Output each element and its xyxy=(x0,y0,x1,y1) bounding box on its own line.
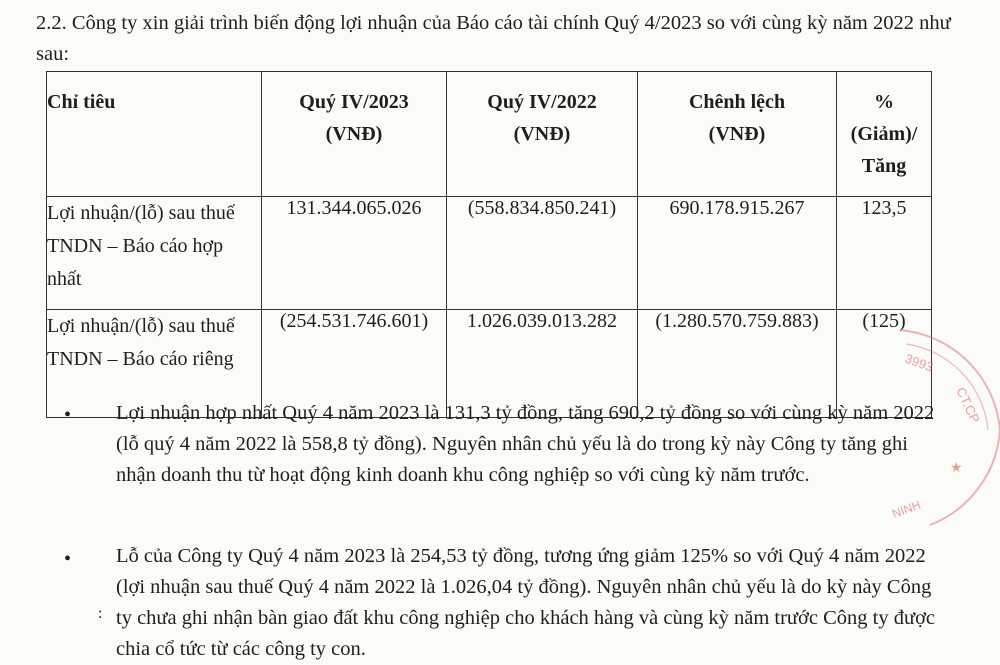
table-row xyxy=(47,197,932,310)
cell-percent: (125) xyxy=(837,310,932,418)
header-line: (Giảm)/ xyxy=(850,123,918,145)
cell-percent: 123,5 xyxy=(837,197,932,310)
table-header-row xyxy=(47,72,932,197)
company-seal-stamp xyxy=(870,320,1000,540)
cell-q4-2023: 131.344.065.026 xyxy=(262,197,447,310)
header-line: Chênh lệch xyxy=(688,91,786,113)
header-cell-indicator xyxy=(47,72,262,197)
header-line: Tăng xyxy=(861,155,907,177)
cell-q4-2022: 1.026.039.013.282 xyxy=(447,310,638,418)
stamp-fragment: ★ xyxy=(950,459,963,475)
margin-mark: : xyxy=(98,605,103,622)
header-line: (VNĐ) xyxy=(325,123,383,145)
header-cell-difference xyxy=(638,72,837,197)
row-label: Lợi nhuận/(lỗ) sau thuế TNDN – Báo cáo hợp nhất xyxy=(47,197,262,310)
profit-table xyxy=(46,71,932,418)
stamp-fragment: NINH xyxy=(890,497,923,521)
bullet-marker: • xyxy=(64,548,72,570)
cell-q4-2022: (558.834.850.241) xyxy=(447,197,638,310)
header-line: (VNĐ) xyxy=(708,123,766,145)
bullet-paragraph: Lỗ của Công ty Quý 4 năm 2023 là 254,53 tỷ đồng, tương ứng giảm 125% so với Quý 4 năm 2022 (lợi nhuận sau thuế Quý 4 năm 2022 là 1.026,04 tỷ đồng). Nguyên nhân chủ yếu là do kỳ này Công ty chưa ghi nhận bàn giao đất khu công nghiệp cho khách hàng và cùng kỳ năm trước Công ty được chia cổ tức từ các công ty con. xyxy=(116,545,936,660)
intro-paragraph: 2.2. Công ty xin giải trình biến động lợi nhuận của Báo cáo tài chính Quý 4/2023 so với cùng kỳ năm 2022 như sau: xyxy=(36,12,951,65)
stamp-fragment: CT.CP xyxy=(953,384,983,426)
stamp-fragment: 3993 xyxy=(902,350,936,375)
bullet-marker: • xyxy=(64,404,72,426)
header-line: Chỉ tiêu xyxy=(47,91,116,113)
cell-difference: (1.280.570.759.883) xyxy=(638,310,837,418)
header-line: Quý IV/2023 xyxy=(299,91,409,113)
header-cell-q4-2023 xyxy=(262,72,447,197)
header-line: (VNĐ) xyxy=(513,123,571,145)
header-line: Quý IV/2022 xyxy=(487,91,597,113)
cell-q4-2023: (254.531.746.601) xyxy=(262,310,447,418)
header-cell-percent xyxy=(837,72,932,197)
bullet-paragraph: Lợi nhuận hợp nhất Quý 4 năm 2023 là 131,3 tỷ đồng, tăng 690,2 tỷ đồng so với cùng kỳ năm 2022 (lỗ quý 4 năm 2022 là 558,8 tỷ đồng). Nguyên nhân chủ yếu là do trong kỳ này Công ty tăng ghi nhận doanh thu từ hoạt động kinh doanh khu công nghiệp so với cùng kỳ năm trước. xyxy=(116,402,935,486)
row-label: Lợi nhuận/(lỗ) sau thuế TNDN – Báo cáo riêng xyxy=(47,310,262,418)
header-cell-q4-2022 xyxy=(447,72,638,197)
header-line: % xyxy=(874,91,894,113)
cell-difference: 690.178.915.267 xyxy=(638,197,837,310)
